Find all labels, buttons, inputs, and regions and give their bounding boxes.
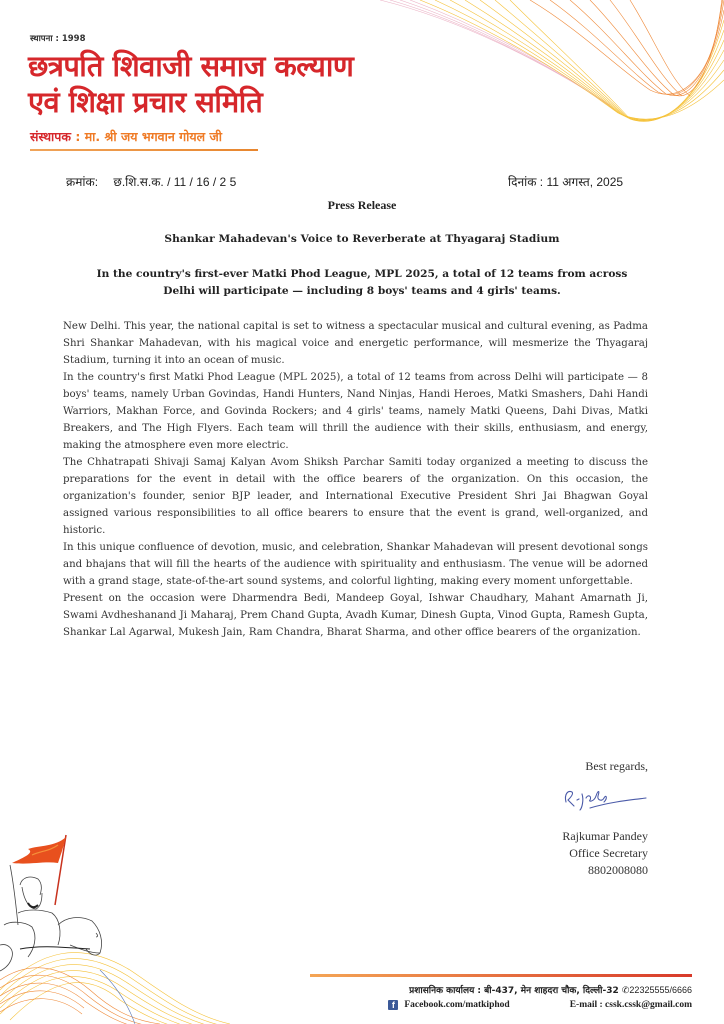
founder-label: संस्थापक (30, 129, 71, 144)
reference-date (508, 173, 623, 190)
reference-number (66, 173, 236, 190)
founder-separator: : (71, 129, 85, 144)
subheadline (40, 266, 684, 300)
decorative-wave-top (380, 0, 724, 130)
body-paragraph: In the country's first Matki Phod League (MPL 2025), a total of 12 teams from across Delhi will participate — 8 boys' teams, namely Urban Govindas, Handi Hunters, Nand Ninjas, Handi Heroes, Matki Smashers, Dahi Handi Warriors, Makhan Force, and Govinda Rockers; and 4 girls' teams, namely Matki Queens, Dahi Divas, Matki Breakers, and The High Flyers. Each team will thrill the audience with their skills, enthusiasm, and energy, making the atmosphere even more electric. (63, 372, 648, 451)
email-address[interactable]: E-mail : cssk.cssk@gmail.com (569, 1000, 692, 1010)
reference-number-label: क्रमांक: (66, 175, 99, 189)
office-address: प्रशासनिक कार्यालय : बी-437, मेन शाहदरा चौक, दिल्ली-32 (409, 986, 619, 996)
organization-name-line2: एवं शिक्षा प्रचार समिति (28, 85, 263, 119)
body-paragraph: In this unique confluence of devotion, music, and celebration, Shankar Mahadevan will present devotional songs and bhajans that will fill the hearts of the audience with spirituality and enthusiasm. The venue will be adorned with a grand stage, state-of-the-art sound systems, and colorful lighting, making every moment unforgettable. (63, 542, 648, 587)
founder-line (30, 128, 222, 145)
footer-divider (310, 974, 692, 977)
signatory-phone: 8802008080 (588, 863, 648, 877)
subheadline-line2: Delhi will participate — including 8 boys' teams and 4 girls' teams. (163, 285, 561, 297)
date-value: 11 अगस्त, 2025 (546, 175, 624, 189)
headline: Shankar Mahadevan's Voice to Reverberate at Thyagaraj Stadium (164, 233, 560, 245)
footer-address-line (409, 983, 692, 996)
signatory-title: Office Secretary (569, 846, 648, 860)
closing-regards: Best regards, (585, 759, 648, 773)
founder-underline (30, 149, 258, 151)
established-year: स्थापना : 1998 (30, 34, 86, 44)
signatory-block (562, 828, 648, 879)
facebook-url: Facebook.com/matkiphod (404, 1000, 510, 1010)
facebook-icon: f (388, 1000, 398, 1010)
reference-number-value: छ.शि.स.क. / 11 / 16 / 2 5 (113, 175, 237, 189)
date-label: दिनांक : (508, 175, 544, 189)
office-phone: ✆22325555/6666 (621, 985, 692, 995)
body-paragraph: New Delhi. This year, the national capital is set to witness a spectacular musical and cultural evening, as Padma Shri Shankar Mahadevan, with his magical voice and energetic performance, will mesmerize the Thyagaraj Stadium, turning it into an ocean of music. (63, 321, 648, 366)
shivaji-maharaj-illustration (0, 825, 110, 975)
body-paragraph: The Chhatrapati Shivaji Samaj Kalyan Avom Shiksh Parchar Samiti today organized a meeting to discuss the preparations for the event in detail with the office bearers of the organization. On this occasion, the organization's founder, senior BJP leader, and International Executive President Shri Jai Bhagwan Goyal assigned various responsibilities to all office bearers to ensure that the event is grand, well-organized, and historic. (63, 457, 648, 536)
organization-name (28, 48, 353, 120)
facebook-link[interactable] (388, 1000, 509, 1010)
signatory-name: Rajkumar Pandey (562, 829, 648, 843)
subheadline-line1: In the country's first-ever Matki Phod League, MPL 2025, a total of 12 teams from across (96, 268, 628, 280)
press-release-body (63, 318, 648, 641)
body-paragraph: Present on the occasion were Dharmendra Bedi, Mandeep Goyal, Ishwar Chaudhary, Mahant Amarnath Ji, Swami Avdheshanand Ji Maharaj, Prem Chand Gupta, Avadh Kumar, Dinesh Gupta, Vinod Gupta, Ramesh Gupta, Shankar Lal Agarwal, Mukesh Jain, Ram Chandra, Bharat Sharma, and other office bearers of the organization. (63, 593, 648, 638)
document-type: Press Release (327, 198, 397, 212)
organization-name-line1: छत्रपति शिवाजी समाज कल्याण (28, 49, 354, 83)
founder-name: मा. श्री जय भगवान गोयल जी (84, 129, 222, 144)
footer-contact-line (388, 1000, 692, 1010)
signature-image (560, 782, 650, 816)
